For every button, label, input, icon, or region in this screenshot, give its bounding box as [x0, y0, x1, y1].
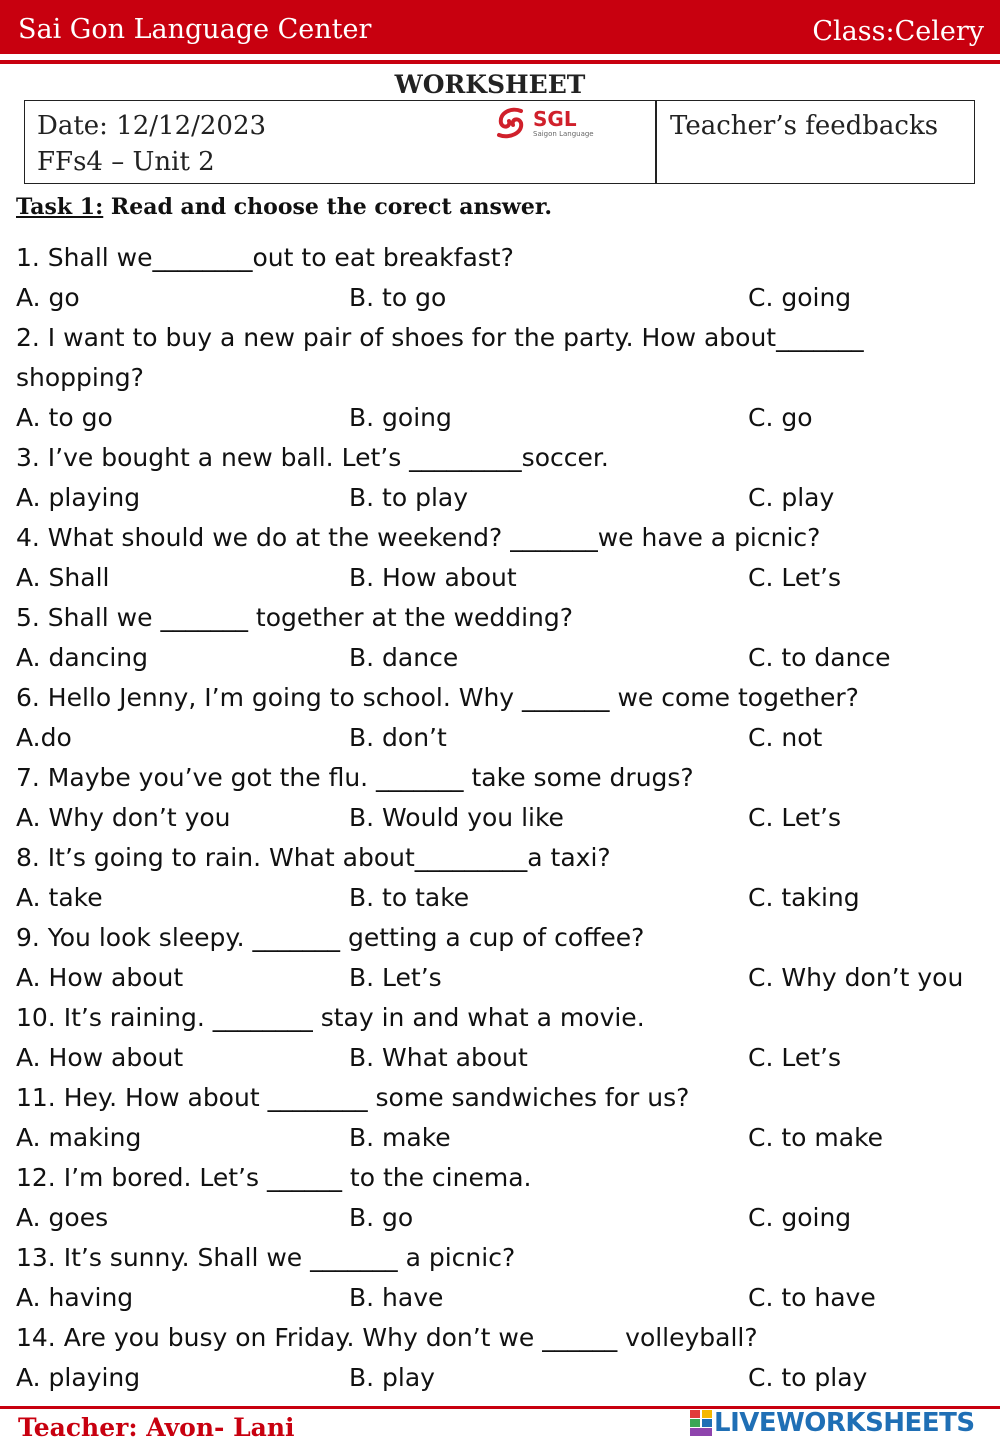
option-c[interactable]: C. Let’s	[748, 1043, 841, 1072]
option-b[interactable]: B. don’t	[349, 723, 447, 752]
question-5: 5. Shall we _______ together at the wedding?	[16, 603, 574, 632]
logo-text: SGL	[533, 107, 577, 131]
liveworksheets-logo	[690, 1404, 990, 1440]
info-box	[24, 100, 975, 184]
question-3: 3. I’ve bought a new ball. Let’s _________soccer.	[16, 443, 609, 472]
header-divider	[0, 60, 1000, 64]
option-c[interactable]: C. Why don’t you	[748, 963, 964, 992]
option-c[interactable]: C. to make	[748, 1123, 884, 1152]
liveworksheets-icon	[690, 1410, 712, 1436]
sgl-swirl-icon	[493, 105, 529, 141]
option-b[interactable]: B. to play	[349, 483, 469, 512]
option-b[interactable]: B. Let’s	[349, 963, 442, 992]
task-label: Task 1:	[16, 194, 104, 220]
question-7: 7. Maybe you’ve got the flu. _______ take some drugs?	[16, 763, 694, 792]
option-c[interactable]: C. taking	[748, 883, 860, 912]
option-a[interactable]: A. playing	[16, 1363, 141, 1392]
teacher-name: Teacher: Avon- Lani	[18, 1413, 295, 1442]
option-a[interactable]: A. having	[16, 1283, 134, 1312]
option-a[interactable]: A. Shall	[16, 563, 110, 592]
option-b[interactable]: B. How about	[349, 563, 517, 592]
center-name: Sai Gon Language Center	[18, 14, 372, 45]
option-b[interactable]: B. dance	[349, 643, 459, 672]
option-a[interactable]: A. go	[16, 283, 80, 312]
option-c[interactable]: C. to play	[748, 1363, 868, 1392]
option-b[interactable]: B. What about	[349, 1043, 528, 1072]
header-bar	[0, 0, 1000, 54]
option-b[interactable]: B. make	[349, 1123, 451, 1152]
option-c[interactable]: C. not	[748, 723, 823, 752]
option-b[interactable]: B. going	[349, 403, 452, 432]
option-a[interactable]: A. take	[16, 883, 103, 912]
option-c[interactable]: C. Let’s	[748, 803, 841, 832]
question-13: 13. It’s sunny. Shall we _______ a picnic?	[16, 1243, 516, 1272]
option-a[interactable]: A. to go	[16, 403, 113, 432]
option-a[interactable]: A. dancing	[16, 643, 148, 672]
option-b[interactable]: B. to take	[349, 883, 470, 912]
sgl-logo	[493, 105, 603, 141]
worksheet-title: WORKSHEET	[394, 70, 586, 99]
option-a[interactable]: A. making	[16, 1123, 142, 1152]
option-a[interactable]: A. How about	[16, 1043, 184, 1072]
liveworksheets-text: LIVEWORKSHEETS	[714, 1408, 975, 1438]
option-c[interactable]: C. to dance	[748, 643, 891, 672]
option-a[interactable]: A. goes	[16, 1203, 109, 1232]
question-9: 9. You look sleepy. _______ getting a cup of coffee?	[16, 923, 645, 952]
option-c[interactable]: C. going	[748, 1203, 852, 1232]
option-b[interactable]: B. have	[349, 1283, 444, 1312]
question-4: 4. What should we do at the weekend? _______we have a picnic?	[16, 523, 821, 552]
task-instruction: Read and choose the corect answer.	[110, 194, 553, 220]
question-12: 12. I’m bored. Let’s ______ to the cinema.	[16, 1163, 532, 1192]
worksheet-date: Date: 12/12/2023	[37, 111, 267, 141]
option-c[interactable]: C. Let’s	[748, 563, 841, 592]
option-b[interactable]: B. go	[349, 1203, 414, 1232]
logo-subtext: Saigon Language	[533, 130, 594, 138]
option-b[interactable]: B. to go	[349, 283, 447, 312]
worksheet-unit: FFs4 – Unit 2	[37, 147, 215, 177]
task-title	[16, 194, 552, 220]
option-b[interactable]: B. Would you like	[349, 803, 564, 832]
option-a[interactable]: A. playing	[16, 483, 141, 512]
option-c[interactable]: C. going	[748, 283, 852, 312]
box-divider	[655, 101, 657, 183]
question-14: 14. Are you busy on Friday. Why don’t we ______ volleyball?	[16, 1323, 758, 1352]
question-8: 8. It’s going to rain. What about_________a taxi?	[16, 843, 611, 872]
question-2-continued: shopping?	[16, 363, 144, 392]
option-b[interactable]: B. play	[349, 1363, 435, 1392]
option-c[interactable]: C. go	[748, 403, 813, 432]
option-a[interactable]: A. How about	[16, 963, 184, 992]
teacher-feedback-label: Teacher’s feedbacks	[670, 111, 939, 141]
option-c[interactable]: C. to have	[748, 1283, 876, 1312]
option-a[interactable]: A. Why don’t you	[16, 803, 231, 832]
question-6: 6. Hello Jenny, I’m going to school. Why _______ we come together?	[16, 683, 859, 712]
question-2: 2. I want to buy a new pair of shoes for the party. How about_______	[16, 323, 864, 352]
class-label: Class:Celery	[812, 16, 984, 47]
option-c[interactable]: C. play	[748, 483, 835, 512]
option-a[interactable]: A.do	[16, 723, 72, 752]
question-10: 10. It’s raining. ________ stay in and what a movie.	[16, 1003, 645, 1032]
question-1: 1. Shall we________out to eat breakfast?	[16, 243, 514, 272]
question-11: 11. Hey. How about ________ some sandwiches for us?	[16, 1083, 690, 1112]
